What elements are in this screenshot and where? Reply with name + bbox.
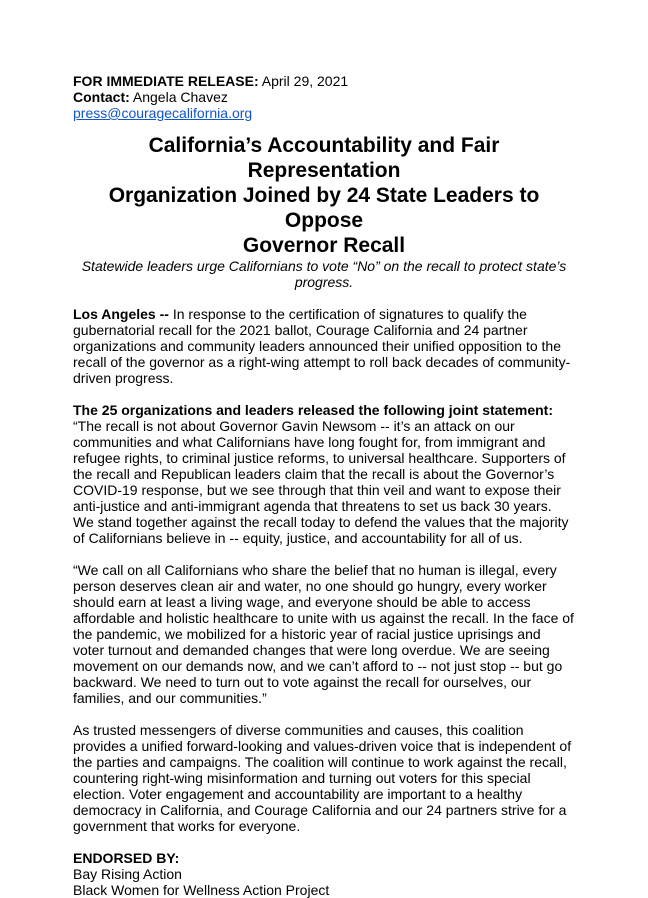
statement-heading: The 25 organizations and leaders released the following joint statement: [73, 402, 553, 418]
page-title-line-3: Governor Recall [242, 234, 406, 257]
endorser-item: Bay Rising Action [73, 866, 182, 882]
email-line [73, 105, 575, 121]
contact-name: Angela Chavez [129, 89, 228, 105]
page-title-line-2: Organization Joined by 24 State Leaders to Oppose [108, 184, 540, 232]
page-title [73, 133, 575, 258]
intro-paragraph [73, 306, 575, 386]
contact-line [73, 89, 575, 105]
email-link[interactable]: press@couragecalifornia.org [73, 105, 253, 121]
release-date: April 29, 2021 [258, 73, 349, 89]
intro-text: In response to the certification of signatures to qualify the gubernatorial recall for the 2021 ballot, Courage California and 24 partner organizations and community leaders announced their unified opposition to the recall of the governor as a right-wing attempt to roll back decades of community-driven progress. [73, 306, 571, 386]
release-line [73, 73, 575, 89]
release-meta-block [73, 73, 575, 121]
endorsed-heading: ENDORSED BY: [73, 850, 180, 866]
statement-paragraph-1: “The recall is not about Governor Gavin Newsom -- it’s an attack on our communities and what Californians have long fought for, from immigrant and refugee rights, to criminal justice reforms, to universal healthcare. Supporters of the recall and Republican leaders claim that the recall is about the Governor’s COVID-19 response, but we see through that thin veil and want to expose their anti-justice and anti-immigrant agenda that threatens to set us back 30 years. We stand together against the recall today to defend the values that the majority of Californians believe in -- equity, justice, and accountability for all of us. [73, 418, 569, 546]
release-label: FOR IMMEDIATE RELEASE: [73, 73, 259, 89]
subtitle: Statewide leaders urge Californians to vote “No” on the recall to protect state’s progress. [81, 258, 567, 290]
closing-paragraph: As trusted messengers of diverse communities and causes, this coalition provides a unified forward-looking and values-driven voice that is independent of the parties and campaigns. The coalition will continue to work against the recall, countering right-wing misinformation and turning out voters for this special election. Voter engagement and accountability are important to a healthy democracy in California, and Courage California and our 24 partners strive for a government that works for everyone. [73, 722, 572, 834]
dateline: Los Angeles -- [73, 306, 169, 322]
endorser-item: Black Women for Wellness Action Project [73, 882, 330, 898]
statement-paragraph-2: “We call on all Californians who share the belief that no human is illegal, every person deserves clean air and water, no one should go hungry, every worker should earn at least a living wage, and everyone should be able to access affordable and holistic healthcare to unite with us against the recall. In the face of the pandemic, we mobilized for a historic year of racial justice uprisings and voter turnout and demanded changes that were long overdue. We are seeing movement on our demands now, and we can’t afford to -- not just stop -- but go backward. We need to turn out to vote against the recall for ourselves, our families, and our communities.” [73, 562, 574, 706]
contact-label: Contact: [73, 89, 130, 105]
page-title-line-1: California’s Accountability and Fair Representation [148, 134, 500, 182]
